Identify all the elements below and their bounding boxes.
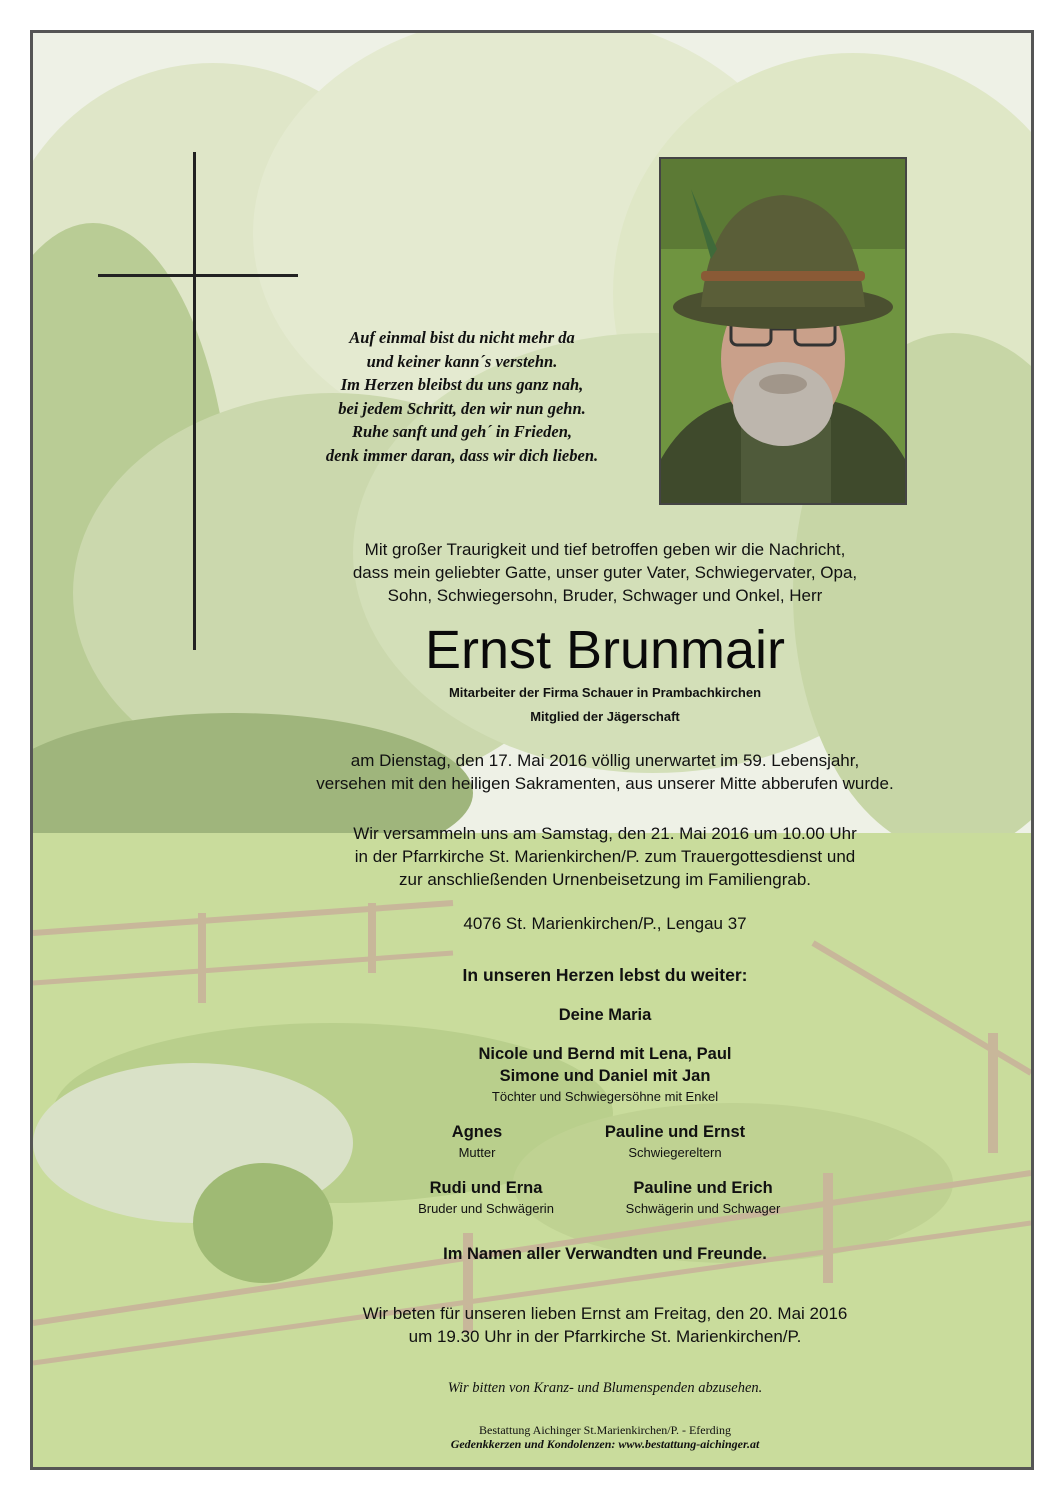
family-address: 4076 St. Marienkirchen/P., Lengau 37: [463, 914, 747, 933]
mourner-mother: Agnes: [451, 1123, 503, 1141]
mourner-sister-in-law-caption: Schwägerin und Schwager: [625, 1201, 781, 1216]
funeral-service-notice: [230, 822, 980, 891]
undertaker-name: Bestattung Aichinger St.Marienkirchen/P. - Eferding: [479, 1423, 731, 1437]
cross-horizontal-bar: [98, 274, 298, 277]
service-line: Wir versammeln uns am Samstag, den 21. Mai 2016 um 10.00 Uhr: [353, 824, 857, 843]
poem-line: und keiner kann´s verstehn.: [366, 351, 558, 371]
prayer-notice: [230, 1302, 980, 1348]
mourner-children-1: Nicole und Bernd mit Lena, Paul: [478, 1045, 732, 1063]
mourner-brother: Rudi und Erna: [429, 1179, 543, 1197]
prayer-line: Wir beten für unseren lieben Ernst am Freitag, den 20. Mai 2016: [362, 1304, 848, 1323]
announcement-intro: [230, 538, 980, 607]
mourners-heading: In unseren Herzen lebst du weiter:: [462, 965, 748, 985]
death-line: versehen mit den heiligen Sakramenten, aus unserer Mitte abberufen wurde.: [316, 774, 894, 793]
undertaker-website: Gedenkkerzen und Kondolenzen: www.bestattung-aichinger.at: [450, 1437, 760, 1451]
mourner-relatives: Im Namen aller Verwandten und Freunde.: [443, 1245, 767, 1263]
deceased-affiliation-employer: Mitarbeiter der Firma Schauer in Prambachkirchen: [448, 685, 762, 700]
prayer-line: um 19.30 Uhr in der Pfarrkirche St. Marienkirchen/P.: [408, 1327, 802, 1346]
poem-line: Im Herzen bleibst du uns ganz nah,: [340, 375, 584, 394]
mourner-parents-in-law-caption: Schwiegereltern: [628, 1145, 722, 1160]
mourner-brother-caption: Bruder und Schwägerin: [418, 1201, 554, 1216]
cross-vertical-bar: [193, 152, 196, 650]
mourner-children-caption: Töchter und Schwiegersöhne mit Enkel: [491, 1089, 719, 1104]
mourner-sister-in-law: Pauline und Erich: [633, 1179, 773, 1197]
mourner-children-2: Simone und Daniel mit Jan: [499, 1067, 711, 1085]
intro-line: Mit großer Traurigkeit und tief betroffen geben wir die Nachricht,: [364, 540, 846, 559]
poem-line: Auf einmal bist du nicht mehr da: [349, 328, 575, 347]
death-notice: [230, 749, 980, 795]
portrait-photo: [659, 157, 907, 505]
mourner-mother-caption: Mutter: [458, 1145, 496, 1160]
service-line: zur anschließenden Urnenbeisetzung im Familiengrab.: [399, 870, 811, 889]
mourner-parents-in-law: Pauline und Ernst: [604, 1123, 746, 1141]
death-line: am Dienstag, den 17. Mai 2016 völlig unerwartet im 59. Lebensjahr,: [350, 751, 860, 770]
intro-line: dass mein geliebter Gatte, unser guter Vater, Schwiegervater, Opa,: [352, 563, 858, 582]
deceased-name: Ernst Brunmair: [424, 620, 786, 680]
poem-line: Ruhe sanft und geh´ in Frieden,: [351, 422, 573, 441]
undertaker-footer: [230, 1423, 980, 1451]
mourner-wife: Deine Maria: [558, 1006, 652, 1024]
portrait-illustration: [661, 159, 905, 503]
flowers-note: Wir bitten von Kranz- und Blumenspenden abzusehen.: [447, 1380, 763, 1396]
memorial-poem: [262, 326, 662, 467]
intro-line: Sohn, Schwiegersohn, Bruder, Schwager und Onkel, Herr: [387, 586, 823, 605]
poem-line: bei jedem Schritt, den wir nun gehn.: [338, 398, 586, 418]
service-line: in der Pfarrkirche St. Marienkirchen/P. zum Trauergottesdienst und: [354, 847, 856, 866]
deceased-affiliation-club: Mitglied der Jägerschaft: [530, 709, 680, 724]
poem-line: denk immer daran, dass wir dich lieben.: [325, 445, 599, 465]
